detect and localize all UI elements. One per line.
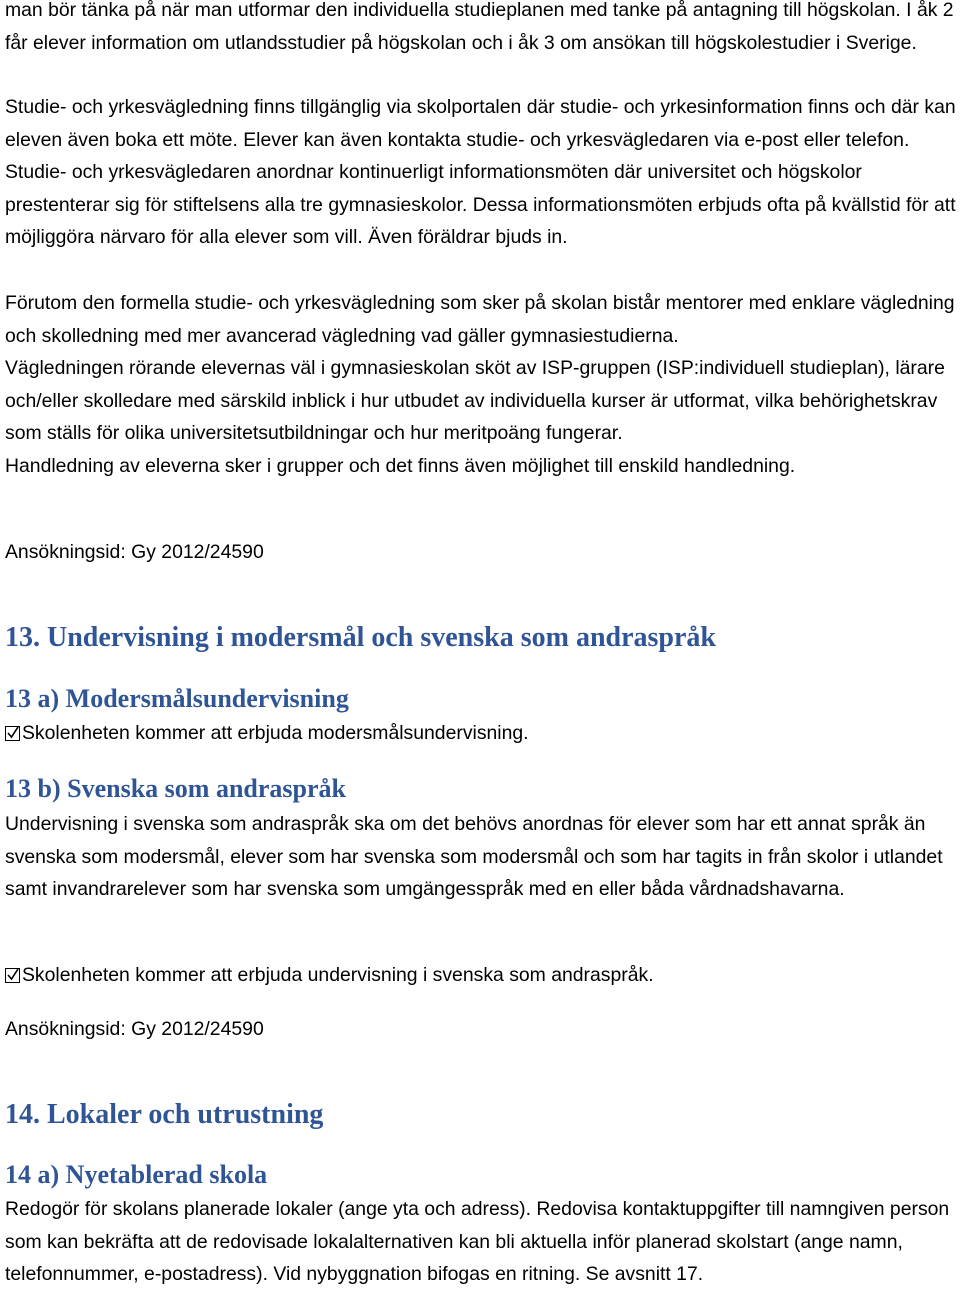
section-13-heading [5,618,960,658]
section-14-title: Lokaler och utrustning [47,1099,324,1130]
section-13a-heading [5,681,960,717]
section-14a-heading [5,1157,960,1193]
intro-paragraph-5: Handledning av eleverna sker i grupper och det finns även möjlighet till enskild handledning. [5,455,796,477]
section-13b-paragraph: Undervisning i svenska som andraspråk ska om det behövs anordnas för elever som har ett annat språk än svenska som modersmål, elever som har svenska som modersmål och som har tagits in från skolor i utlandet samt invandrarelever som har svenska som umgängesspråk med en eller båda vårdnadshavarna. [5,813,943,901]
section-13b-title: Svenska som andraspråk [67,774,346,803]
section-14a-number: 14 a) [5,1160,60,1189]
section-14a-title: Nyetablerad skola [65,1160,268,1189]
application-id-1: Ansökningsid: Gy 2012/24590 [5,541,264,563]
section-13a-number: 13 a) [5,684,60,713]
section-14a-paragraph: Redogör för skolans planerade lokaler (ange yta och adress). Redovisa kontaktuppgifter till namngiven person som kan bekräfta att de redovisade lokalalternativen kan bli aktuella inför planerad skolstart (ange namn, telefonnummer, e-postadress). Vid nybyggnation bifogas en ritning. Se avsnitt 17. [5,1198,950,1286]
section-13b-number: 13 b) [5,774,61,803]
section-13a-title: Modersmålsundervisning [65,684,349,713]
intro-paragraph-3: Förutom den formella studie- och yrkesvägledning som sker på skolan bistår mentorer med enklare vägledning och skolledning med mer avancerad vägledning vad gäller gymnasiestudierna. [5,292,955,347]
section-13-title: Undervisning i modersmål och svenska som andraspråk [47,622,716,653]
section-14-heading [5,1095,960,1135]
checked-checkbox-icon[interactable] [5,726,20,741]
intro-paragraph-1: man bör tänka på när man utformar den individuella studieplanen med tanke på antagning till högskolan. I åk 2 får elever information om utlandsstudier på högskolan och i åk 3 om ansökan till högskolestudier i Sverige. [5,0,954,54]
section-13b-heading [5,771,960,807]
intro-paragraph-4: Vägledningen rörande elevernas väl i gymnasieskolan sköt av ISP-gruppen (ISP:individuell studieplan), lärare och/eller skolledare med särskild inblick i hur utbudet av individuella kurser är utformat, vilka behörighetskrav som ställs för olika universitetsutbildningar och hur meritpoäng fungerar. [5,357,945,445]
application-id-2: Ansökningsid: Gy 2012/24590 [5,1018,264,1040]
checkbox-row-andrasprak [5,959,960,992]
section-13-number: 13. [5,622,40,653]
checkbox-label-modersmal: Skolenheten kommer att erbjuda modersmålsundervisning. [22,722,529,744]
checked-checkbox-icon[interactable] [5,968,20,983]
document-page [5,0,960,1316]
intro-paragraph-2: Studie- och yrkesvägledning finns tillgänglig via skolportalen där studie- och yrkesinformation finns och där kan eleven även boka ett möte. Elever kan även kontakta studie- och yrkesvägledaren via e-post eller telefon. Studie- och yrkesvägledaren anordnar kontinuerligt informationsmöten där universitet och högskolor prestenterar sig för stiftelsens alla tre gymnasieskolor. Dessa informationsmöten erbjuds ofta på kvällstid för att möjliggöra närvaro för alla elever som vill. Även föräldrar bjuds in. [5,96,956,249]
checkbox-label-andrasprak: Skolenheten kommer att erbjuda undervisning i svenska som andraspråk. [22,964,654,986]
section-14-number: 14. [5,1099,40,1130]
checkbox-row-modersmal [5,717,960,750]
